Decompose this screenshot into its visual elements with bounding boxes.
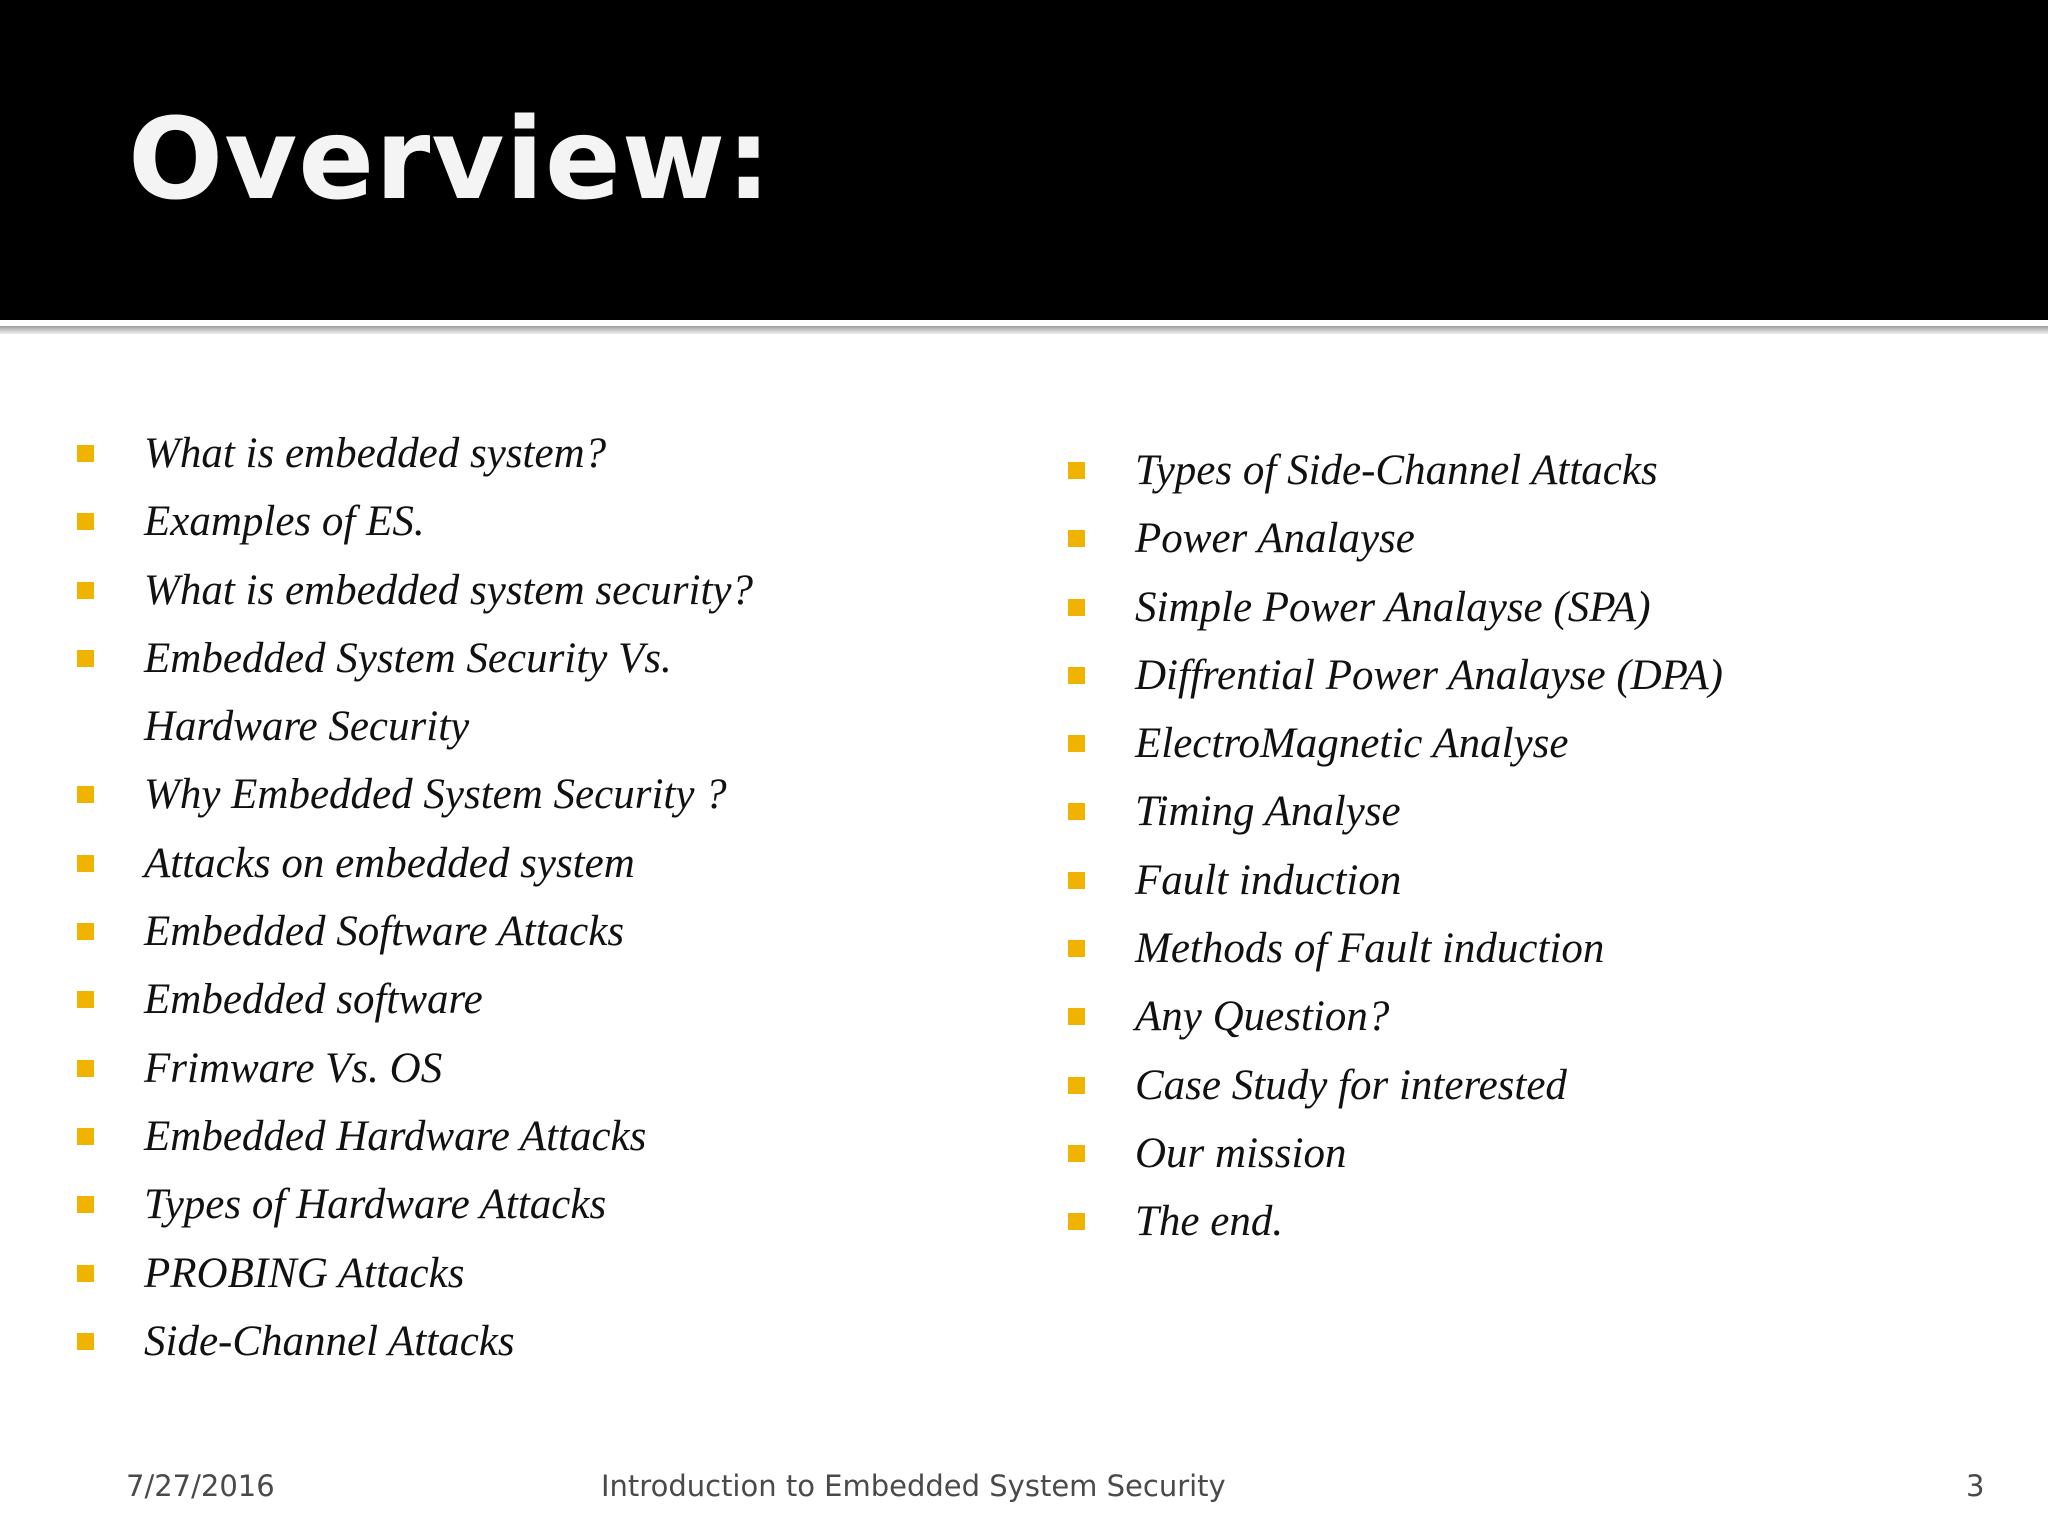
list-item — [1065, 1052, 2025, 1120]
list-item — [1065, 778, 2025, 846]
list-item-text: Examples of ES. — [144, 498, 425, 546]
square-bullet-icon — [1068, 530, 1085, 547]
square-bullet-icon — [1068, 1145, 1085, 1162]
square-bullet-icon — [77, 1265, 94, 1282]
footer-title: Introduction to Embedded System Security — [601, 1469, 1226, 1503]
square-bullet-icon — [77, 786, 94, 803]
list-item-text: Why Embedded System Security ? — [144, 771, 727, 819]
title-divider — [0, 320, 2048, 334]
list-item-text: Fault induction — [1135, 856, 1402, 904]
list-item — [1065, 847, 2025, 915]
square-bullet-icon — [77, 991, 94, 1008]
square-bullet-icon — [77, 445, 94, 462]
list-item — [74, 625, 1034, 693]
list-item — [1065, 1120, 2025, 1188]
list-item-text: Embedded software — [144, 976, 483, 1024]
list-item-text: Embedded System Security Vs. — [144, 634, 672, 682]
list-item — [74, 1240, 1034, 1308]
list-item — [74, 966, 1034, 1034]
list-item — [74, 1171, 1034, 1239]
list-item-text: Attacks on embedded system — [144, 839, 635, 887]
square-bullet-icon — [1068, 1213, 1085, 1230]
list-item-text: Timing Analyse — [1135, 788, 1401, 836]
square-bullet-icon — [77, 923, 94, 940]
list-item — [74, 1035, 1034, 1103]
square-bullet-icon — [1068, 872, 1085, 889]
square-bullet-icon — [77, 513, 94, 530]
square-bullet-icon — [1068, 735, 1085, 752]
list-item — [1065, 505, 2025, 573]
list-item-text: What is embedded system? — [144, 430, 607, 477]
list-item-text: What is embedded system security? — [144, 566, 754, 614]
list-item-text: Any Question? — [1135, 993, 1390, 1041]
list-item-text: Simple Power Analayse (SPA) — [1135, 583, 1651, 631]
list-item-text: Methods of Fault induction — [1135, 925, 1605, 973]
list-item — [74, 557, 1034, 625]
list-item — [74, 898, 1034, 966]
square-bullet-icon — [1068, 940, 1085, 957]
list-item-text: Types of Hardware Attacks — [144, 1181, 607, 1229]
square-bullet-icon — [77, 582, 94, 599]
square-bullet-icon — [77, 1128, 94, 1145]
list-item-text: The end. — [1135, 1198, 1284, 1246]
list-item — [74, 761, 1034, 829]
list-item — [1065, 1188, 2025, 1256]
list-item-text: Frimware Vs. OS — [144, 1044, 443, 1092]
square-bullet-icon — [1068, 1077, 1085, 1094]
list-item-text: Side-Channel Attacks — [144, 1317, 515, 1365]
list-item-text: Embedded Hardware Attacks — [144, 1112, 647, 1160]
slide-number: 3 — [1966, 1469, 1985, 1503]
list-item-text: Power Analayse — [1135, 515, 1415, 563]
square-bullet-icon — [1068, 462, 1085, 479]
list-item — [1065, 437, 2025, 505]
list-item — [1065, 642, 2025, 710]
list-item-text: Diffrential Power Analayse (DPA) — [1135, 651, 1723, 699]
list-item — [74, 830, 1034, 898]
list-item — [1065, 710, 2025, 778]
title-bar — [0, 0, 2048, 320]
square-bullet-icon — [77, 1333, 94, 1350]
list-item-text: PROBING Attacks — [144, 1249, 465, 1297]
list-item — [74, 420, 1034, 488]
square-bullet-icon — [1068, 1008, 1085, 1025]
list-item-text: Embedded Software Attacks — [144, 908, 625, 956]
footer-date: 7/27/2016 — [126, 1469, 275, 1503]
square-bullet-icon — [77, 1060, 94, 1077]
list-item-text: Case Study for interested — [1135, 1061, 1567, 1109]
list-item — [1065, 574, 2025, 642]
slide-title: Overview: — [128, 95, 773, 225]
square-bullet-icon — [77, 1196, 94, 1213]
square-bullet-icon — [77, 650, 94, 667]
list-item — [1065, 983, 2025, 1051]
list-item — [74, 488, 1034, 556]
list-item — [74, 1308, 1034, 1376]
left-bullet-list — [74, 420, 1034, 1376]
list-item — [1065, 915, 2025, 983]
list-item-text: Types of Side-Channel Attacks — [1135, 447, 1658, 494]
square-bullet-icon — [1068, 667, 1085, 684]
list-item-continuation — [74, 693, 1034, 761]
list-item — [74, 1103, 1034, 1171]
square-bullet-icon — [1068, 599, 1085, 616]
list-item-text: Hardware Security — [144, 703, 470, 751]
square-bullet-icon — [1068, 803, 1085, 820]
list-item-text: Our mission — [1135, 1129, 1347, 1177]
square-bullet-icon — [77, 855, 94, 872]
list-item-text: ElectroMagnetic Analyse — [1135, 720, 1569, 768]
right-bullet-list — [1065, 437, 2025, 1257]
